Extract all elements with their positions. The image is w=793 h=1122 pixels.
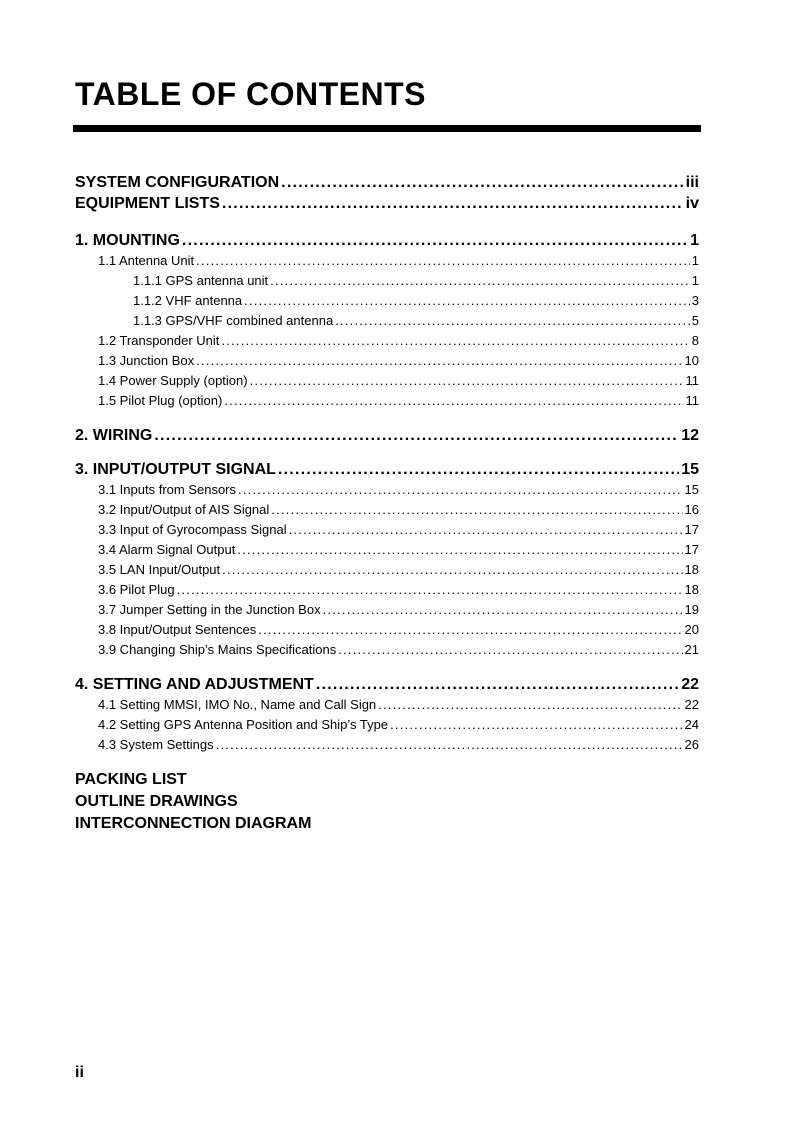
toc-section-4[interactable] [75, 674, 699, 695]
toc-entry[interactable] [75, 540, 699, 560]
toc-entry-label: 3.4 Alarm Signal Output [98, 542, 236, 557]
toc-entry[interactable] [75, 620, 699, 640]
toc-entry-page: 10 [684, 353, 699, 368]
toc-entry-label: EQUIPMENT LISTS [75, 195, 220, 212]
toc-entry-label: 1.1 Antenna Unit [98, 253, 195, 268]
toc-entry[interactable] [75, 193, 699, 214]
toc-entry[interactable] [75, 480, 699, 500]
leader-dots [250, 371, 684, 391]
toc-entry[interactable] [75, 311, 699, 331]
toc-entry[interactable] [75, 172, 699, 193]
toc-entry[interactable] [75, 580, 699, 600]
toc-entry[interactable] [75, 351, 699, 371]
toc-entry[interactable] [75, 695, 699, 715]
toc-entry-page: 11 [685, 373, 699, 388]
leader-dots [222, 560, 682, 580]
toc-entry-page: 15 [681, 461, 699, 478]
toc-entry-page: 18 [684, 562, 699, 577]
toc-section-1[interactable] [75, 230, 699, 251]
toc-packing-list[interactable]: PACKING LIST [75, 771, 187, 788]
toc-entry-label: 3.1 Inputs from Sensors [98, 482, 237, 497]
toc-entry-label: 2. WIRING [75, 427, 153, 444]
toc-entry[interactable] [75, 291, 699, 311]
page-number: ii [75, 1064, 84, 1081]
toc-entry-label: 4.2 Setting GPS Antenna Position and Ship’s Type [98, 717, 389, 732]
toc-entry-label: 1.4 Power Supply (option) [98, 373, 248, 388]
toc-entry-page: 26 [684, 737, 699, 752]
toc-entry-label: 1.3 Junction Box [98, 353, 195, 368]
toc-entry[interactable] [75, 520, 699, 540]
leader-dots [244, 291, 690, 311]
leader-dots [378, 695, 682, 715]
toc-entry[interactable] [75, 371, 699, 391]
toc-entry-page: 18 [684, 582, 699, 597]
leader-dots [270, 271, 690, 291]
toc-entry-label: 4.1 Setting MMSI, IMO No., Name and Call Sign [98, 697, 377, 712]
toc-entry-page: 15 [684, 482, 699, 497]
toc-entry-page: 20 [684, 622, 699, 637]
toc-entry-page: 21 [684, 642, 699, 657]
toc-entry-page: iii [685, 174, 699, 191]
toc-entry-label: 3.2 Input/Output of AIS Signal [98, 502, 270, 517]
toc-entry-label: 1.1.3 GPS/VHF combined antenna [133, 313, 334, 328]
toc-entry-label: 3.7 Jumper Setting in the Junction Box [98, 602, 321, 617]
toc-entry-page: 19 [684, 602, 699, 617]
page-title: TABLE OF CONTENTS [75, 76, 426, 112]
toc-section-2[interactable] [75, 425, 699, 446]
toc-entry-label: 1.2 Transponder Unit [98, 333, 220, 348]
leader-dots [154, 425, 679, 446]
toc-entry[interactable] [75, 500, 699, 520]
toc-entry-label: SYSTEM CONFIGURATION [75, 174, 280, 191]
toc-entry-page: 22 [681, 676, 699, 693]
toc-entry[interactable] [75, 735, 699, 755]
leader-dots [222, 193, 684, 214]
toc-entry[interactable] [75, 560, 699, 580]
leader-dots [335, 311, 690, 331]
toc-entry-page: 5 [691, 313, 699, 328]
toc-entry-page: 1 [690, 232, 699, 249]
toc-entry-page: 17 [684, 522, 699, 537]
toc-entry-page: 22 [684, 697, 699, 712]
leader-dots [224, 391, 683, 411]
toc-entry-label: 4.3 System Settings [98, 737, 214, 752]
toc-entry-label: 3.6 Pilot Plug [98, 582, 175, 597]
leader-dots [196, 251, 690, 271]
leader-dots [237, 540, 682, 560]
toc-entry-label: 3.5 LAN Input/Output [98, 562, 221, 577]
table-of-contents [75, 172, 699, 835]
toc-entry-page: 17 [684, 542, 699, 557]
toc-entry-label: 1.5 Pilot Plug (option) [98, 393, 223, 408]
leader-dots [289, 520, 683, 540]
toc-entry-page: 11 [685, 393, 699, 408]
leader-dots [390, 715, 682, 735]
leader-dots [182, 230, 688, 251]
toc-entry-page: 12 [681, 427, 699, 444]
title-rule [73, 125, 701, 132]
leader-dots [281, 172, 684, 193]
toc-entry-label: 3.8 Input/Output Sentences [98, 622, 257, 637]
toc-entry-page: 24 [684, 717, 699, 732]
toc-entry[interactable] [75, 331, 699, 351]
toc-entry[interactable] [75, 600, 699, 620]
toc-entry-page: 1 [691, 253, 699, 268]
toc-entry-label: 4. SETTING AND ADJUSTMENT [75, 676, 314, 693]
toc-entry-page: 1 [691, 273, 699, 288]
toc-entry[interactable] [75, 391, 699, 411]
leader-dots [338, 640, 682, 660]
leader-dots [316, 674, 679, 695]
toc-entry-label: 1. MOUNTING [75, 232, 180, 249]
toc-entry-label: 1.1.2 VHF antenna [133, 293, 243, 308]
leader-dots [258, 620, 682, 640]
leader-dots [221, 331, 689, 351]
toc-entry-label: 3. INPUT/OUTPUT SIGNAL [75, 461, 276, 478]
toc-entry[interactable] [75, 715, 699, 735]
toc-entry-label: 3.9 Changing Ship’s Mains Specifications [98, 642, 337, 657]
leader-dots [271, 500, 682, 520]
toc-entry[interactable] [75, 251, 699, 271]
toc-outline-drawings[interactable]: OUTLINE DRAWINGS [75, 793, 238, 810]
toc-entry[interactable] [75, 640, 699, 660]
toc-entry-page: iv [685, 195, 699, 212]
toc-interconnection-diagram[interactable]: INTERCONNECTION DIAGRAM [75, 815, 312, 832]
toc-entry-label: 3.3 Input of Gyrocompass Signal [98, 522, 287, 537]
toc-entry-label: 1.1.1 GPS antenna unit [133, 273, 269, 288]
toc-entry-page: 16 [684, 502, 699, 517]
toc-section-3[interactable] [75, 459, 699, 480]
leader-dots [238, 480, 683, 500]
toc-entry-page: 8 [691, 333, 699, 348]
leader-dots [216, 735, 683, 755]
leader-dots [196, 351, 682, 371]
toc-entry-page: 3 [691, 293, 699, 308]
leader-dots [323, 600, 683, 620]
leader-dots [177, 580, 683, 600]
toc-entry[interactable] [75, 271, 699, 291]
leader-dots [278, 459, 679, 480]
